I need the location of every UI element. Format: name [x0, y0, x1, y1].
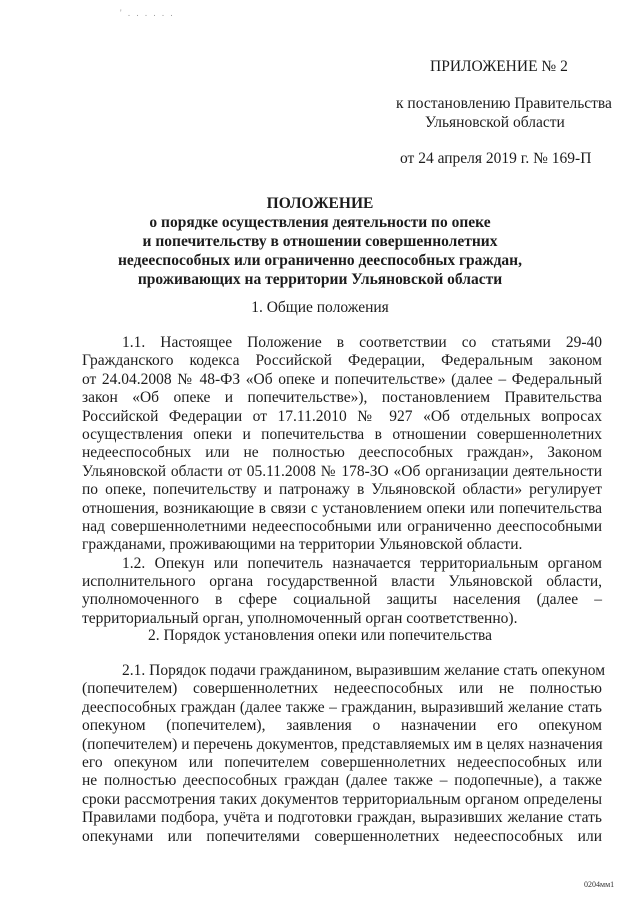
section-1-title: 1. Общие положения	[251, 299, 389, 316]
text-line: Российской Федерации от 17.11.2010 № 927 «Об отдельных вопросах	[82, 407, 602, 425]
text-line: (попечителем) совершеннолетних недееспособных или не полностью	[82, 680, 602, 698]
text-line: Ульяновской области от 05.11.2008 № 178-ЗО «Об организации деятельности	[82, 462, 602, 480]
appendix-date: от 24 апреля 2019 г. № 169-П	[400, 150, 592, 167]
section-2-title: 2. Порядок установления опеки или попечительства	[147, 627, 493, 644]
document-heading	[40, 194, 600, 289]
text-line: над совершеннолетними недееспособными или ограниченно дееспособными	[82, 517, 602, 535]
text-line: территориальный орган, уполномоченный орган соответственно).	[82, 609, 518, 627]
scan-artifact: ' . . . . . .	[120, 8, 175, 18]
text-line: (попечителем) и перечень документов, представляемых им в целях назначения	[82, 735, 603, 753]
document-title: ПОЛОЖЕНИЕ	[266, 195, 374, 212]
text-line: 1.1. Настоящее Положение в соответствии со статьями 29-40	[122, 334, 602, 351]
text-line: Гражданского кодекса Российской Федерации, Федеральным законом	[82, 352, 602, 370]
text-line: 2.1. Порядок подачи гражданином, выразившим желание стать опекуном	[122, 662, 605, 679]
text-line: осуществления опеки и попечительства в отношении совершеннолетних	[82, 425, 602, 443]
section-2-paragraph-1	[82, 662, 605, 846]
footer-document-code: 0204мм1	[584, 880, 615, 889]
text-line: опекуном (попечителем), заявления о назначении его опекуном	[82, 717, 602, 735]
text-line: по опеке, попечительству и патронажу в Ульяновской области» регулирует	[82, 481, 602, 499]
document-subtitle-line: и попечительству в отношении совершеннолетних	[142, 233, 498, 250]
text-line: от 24.04.2008 № 48-ФЗ «Об опеке и попечительстве» (далее – Федеральный	[82, 370, 602, 388]
text-line: недееспособных или не полностью дееспособных граждан», Законом	[82, 444, 602, 462]
document-subtitle-line: недееспособных или ограниченно дееспособных граждан,	[118, 252, 522, 269]
text-line: уполномоченного в сфере социальной защиты населения (далее –	[82, 591, 602, 609]
section-1-paragraph-1	[82, 334, 602, 628]
text-line: исполнительного органа государственной власти Ульяновской области,	[82, 573, 602, 591]
text-line: гражданами, проживающими на территории Ульяновской области.	[82, 536, 523, 554]
text-line: сроки рассмотрения таких документов территориальным органом определены	[82, 790, 602, 808]
document-subtitle-line: о порядке осуществления деятельности по опеке	[149, 214, 491, 231]
text-line: 1.2. Опекун или попечитель назначается территориальным органом	[122, 554, 602, 572]
text-line: опекунами или попечителями совершеннолетних недееспособных или	[82, 827, 602, 845]
appendix-reference-line2: Ульяновской области	[425, 114, 565, 131]
appendix-title: ПРИЛОЖЕНИЕ № 2	[430, 58, 568, 75]
appendix-reference-line1: к постановлению Правительства	[396, 95, 612, 112]
document-subtitle-line: проживающих на территории Ульяновской области	[137, 271, 503, 288]
text-line: отношения, возникающие в связи с установлением опеки или попечительства	[82, 499, 602, 517]
text-line: закон «Об опеке и попечительстве»), постановлением Правительства	[82, 389, 602, 407]
text-line: не полностью дееспособных граждан (далее также – подопечные), а также	[82, 772, 602, 790]
text-line: дееспособных граждан (далее также – гражданин, выразивший желание стать	[82, 698, 602, 716]
text-line: его опекуном или попечителем совершеннолетних недееспособных или	[82, 753, 602, 771]
text-line: Правилами подбора, учёта и подготовки граждан, выразивших желание стать	[82, 809, 602, 827]
